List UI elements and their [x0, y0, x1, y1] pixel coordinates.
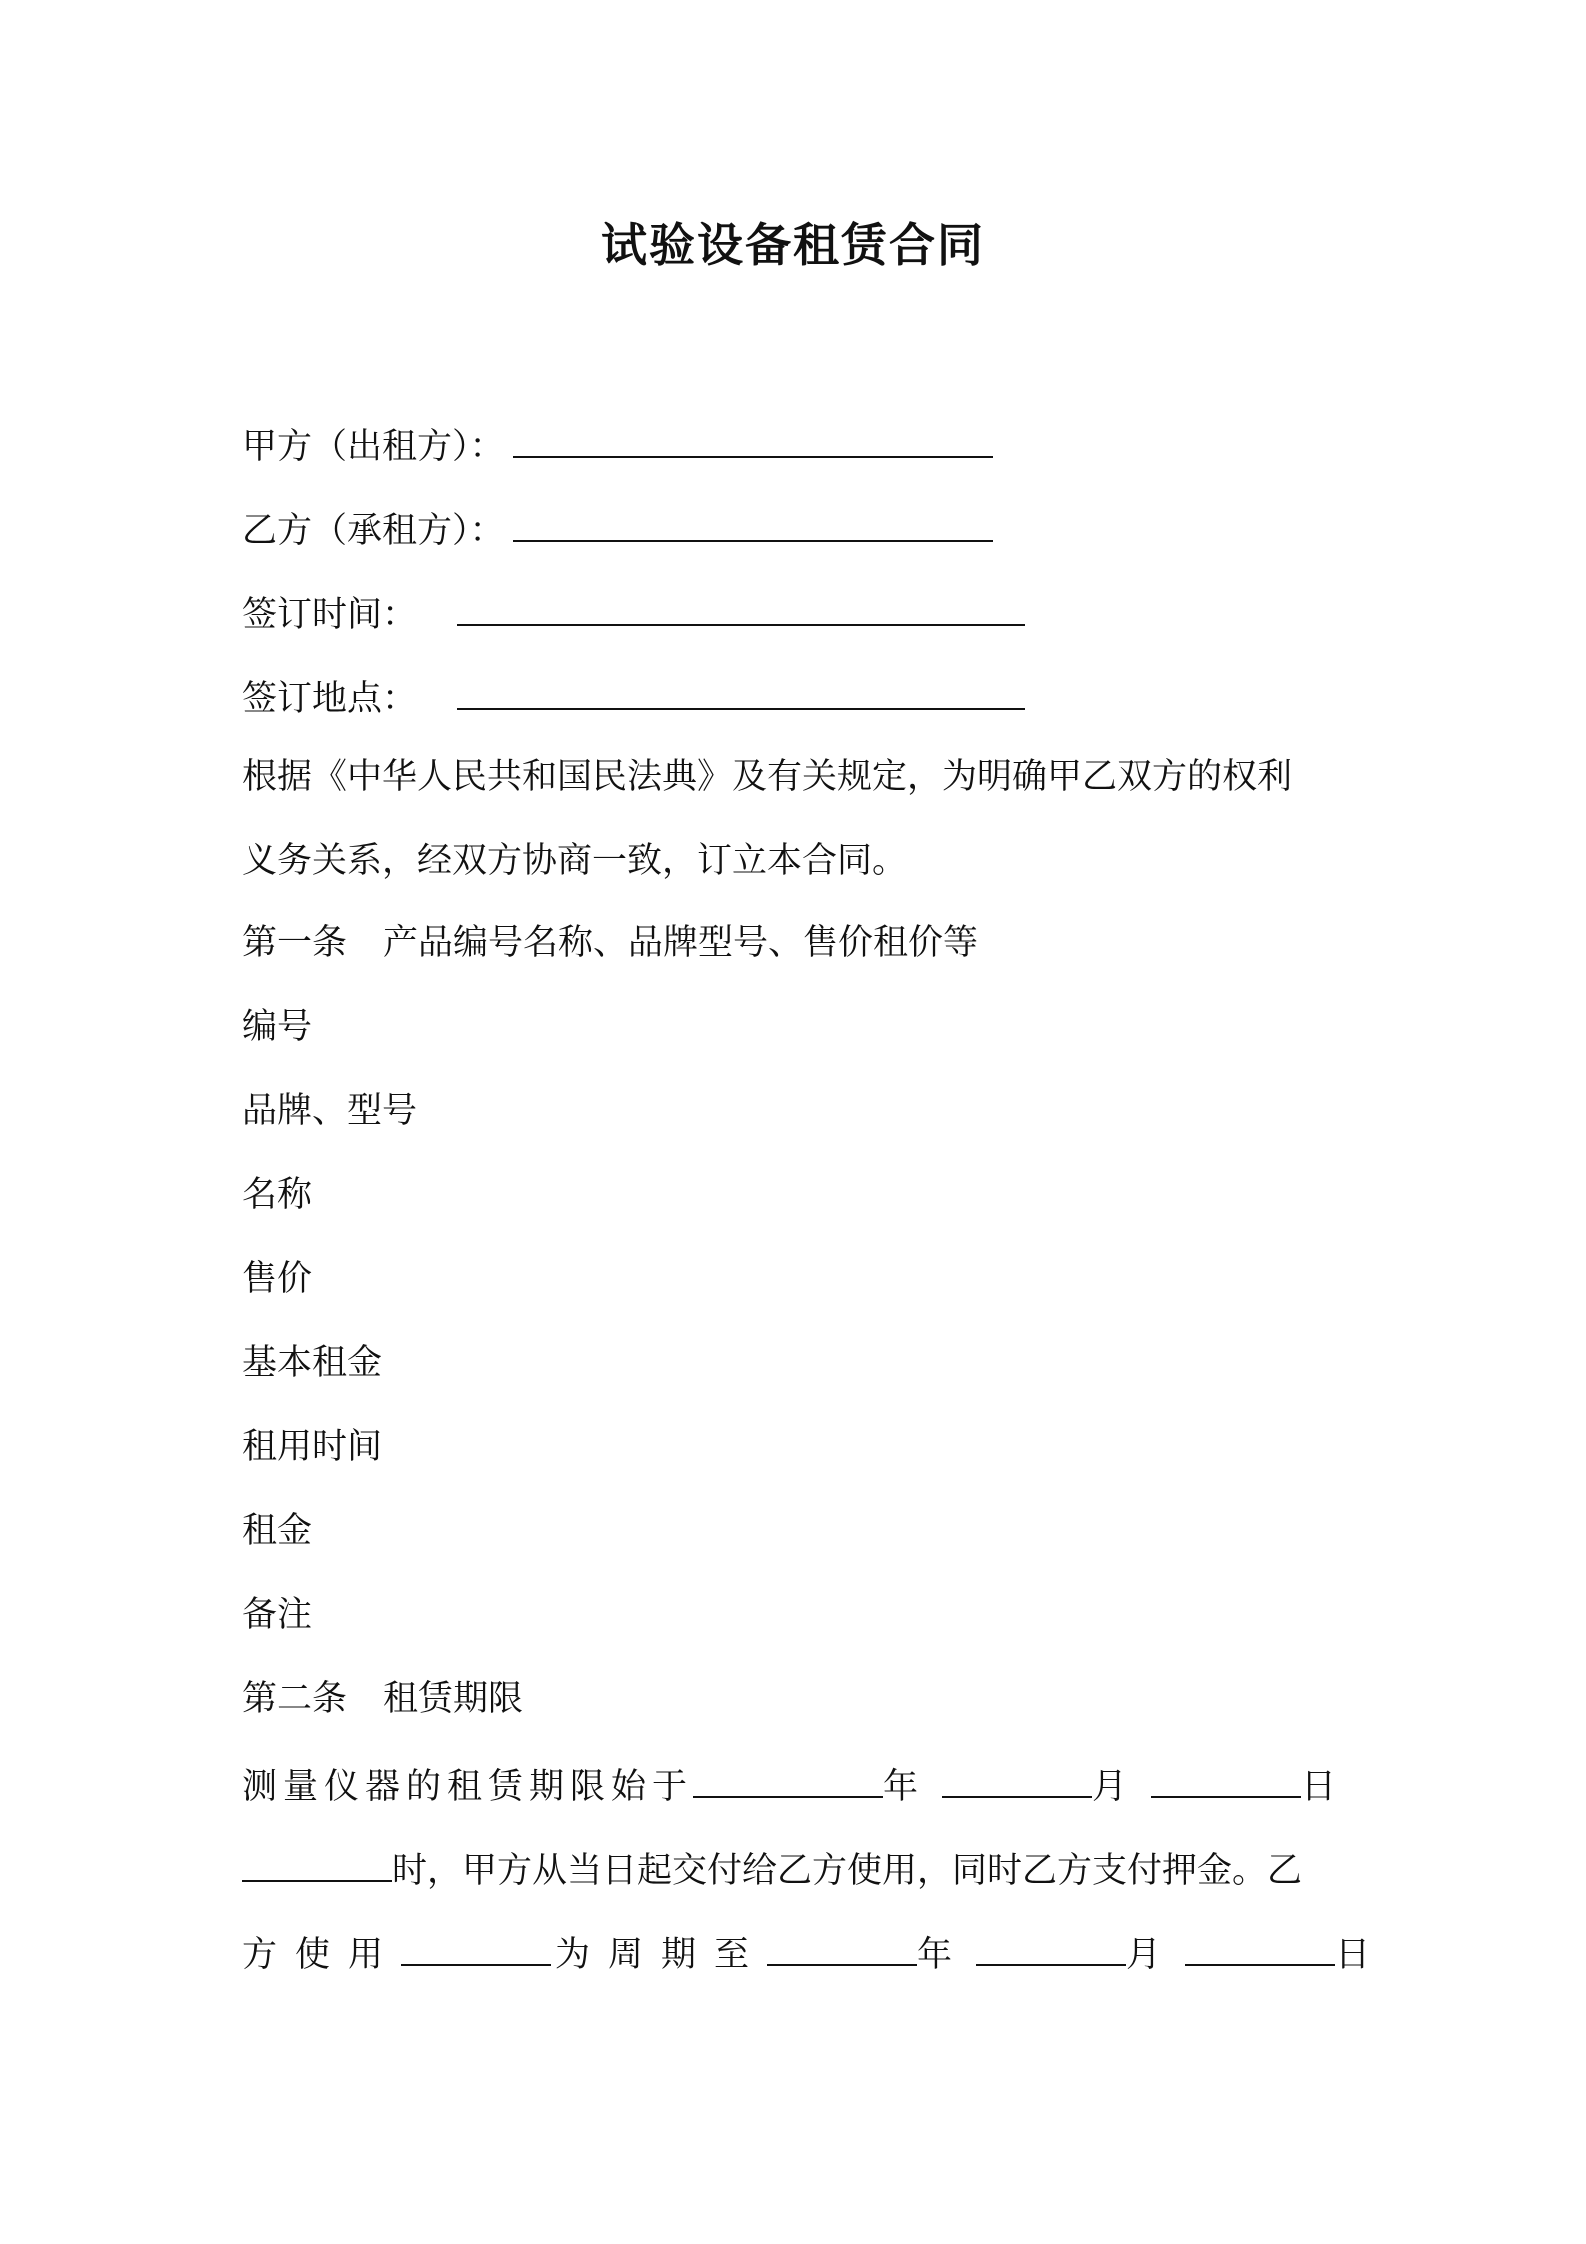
- party-b-label: 乙方（承租方）：: [242, 511, 505, 551]
- article-1-item: 品牌、型号: [242, 1091, 418, 1131]
- party-b-blank[interactable]: [513, 502, 993, 542]
- article-1-item: 名称: [242, 1175, 313, 1215]
- lease-term-line-2: [242, 1842, 1352, 1896]
- article-1-number: 第一条: [242, 923, 348, 963]
- lease-term-line-3: [242, 1926, 1371, 1980]
- start-month-unit: 月: [1092, 1767, 1128, 1807]
- article-1-item: 售价: [242, 1259, 313, 1299]
- article-2-number: 第二条: [242, 1679, 348, 1719]
- end-day-unit: 日: [1335, 1935, 1371, 1975]
- start-day-blank[interactable]: [1151, 1758, 1301, 1798]
- article-1-item: 租用时间: [242, 1427, 383, 1467]
- party-b-row: [242, 502, 1352, 556]
- end-month-unit: 月: [1126, 1935, 1162, 1975]
- article-1-item: 基本租金: [242, 1343, 383, 1383]
- start-year-unit: 年: [883, 1767, 919, 1807]
- lease-period-text: 为周期至: [555, 1935, 768, 1975]
- end-year-blank[interactable]: [767, 1926, 917, 1966]
- party-a-blank[interactable]: [513, 418, 993, 458]
- lease-term-line-1: [242, 1758, 1352, 1812]
- preamble-line-1: 根据《中华人民共和国民法典》及有关规定，为明确甲乙双方的权利: [242, 757, 1293, 797]
- end-year-unit: 年: [917, 1935, 953, 1975]
- document-title: 试验设备租赁合同: [601, 218, 985, 272]
- end-month-blank[interactable]: [976, 1926, 1126, 1966]
- preamble-line-2: 义务关系，经双方协商一致，订立本合同。: [242, 841, 908, 881]
- article-1-title: 产品编号名称、品牌型号、售价租价等: [383, 923, 979, 963]
- article-1-item: 租金: [242, 1511, 313, 1551]
- start-month-blank[interactable]: [942, 1758, 1092, 1798]
- lease-use-text: 方使用: [242, 1935, 402, 1975]
- article-2-title: 租赁期限: [383, 1679, 524, 1719]
- period-blank[interactable]: [401, 1926, 551, 1966]
- start-day-unit: 日: [1301, 1767, 1337, 1807]
- article-2-heading: [242, 1674, 1352, 1724]
- article-1-item: 编号: [242, 1007, 313, 1047]
- lease-delivery-text: 时，甲方从当日起交付给乙方使用，同时乙方支付押金。乙: [392, 1851, 1303, 1891]
- sign-place-row: [242, 670, 1352, 724]
- sign-time-label: 签订时间：: [242, 595, 418, 635]
- sign-time-blank[interactable]: [457, 586, 1025, 626]
- sign-place-label: 签订地点：: [242, 679, 418, 719]
- sign-place-blank[interactable]: [457, 670, 1025, 710]
- start-hour-blank[interactable]: [242, 1842, 392, 1882]
- start-year-blank[interactable]: [693, 1758, 883, 1798]
- sign-time-row: [242, 586, 1352, 640]
- lease-start-text: 测量仪器的租赁期限始于: [242, 1767, 694, 1807]
- end-day-blank[interactable]: [1185, 1926, 1335, 1966]
- party-a-label: 甲方（出租方）：: [242, 427, 505, 467]
- article-1-item: 备注: [242, 1595, 313, 1635]
- article-1-heading: [242, 918, 1352, 968]
- party-a-row: [242, 418, 1352, 472]
